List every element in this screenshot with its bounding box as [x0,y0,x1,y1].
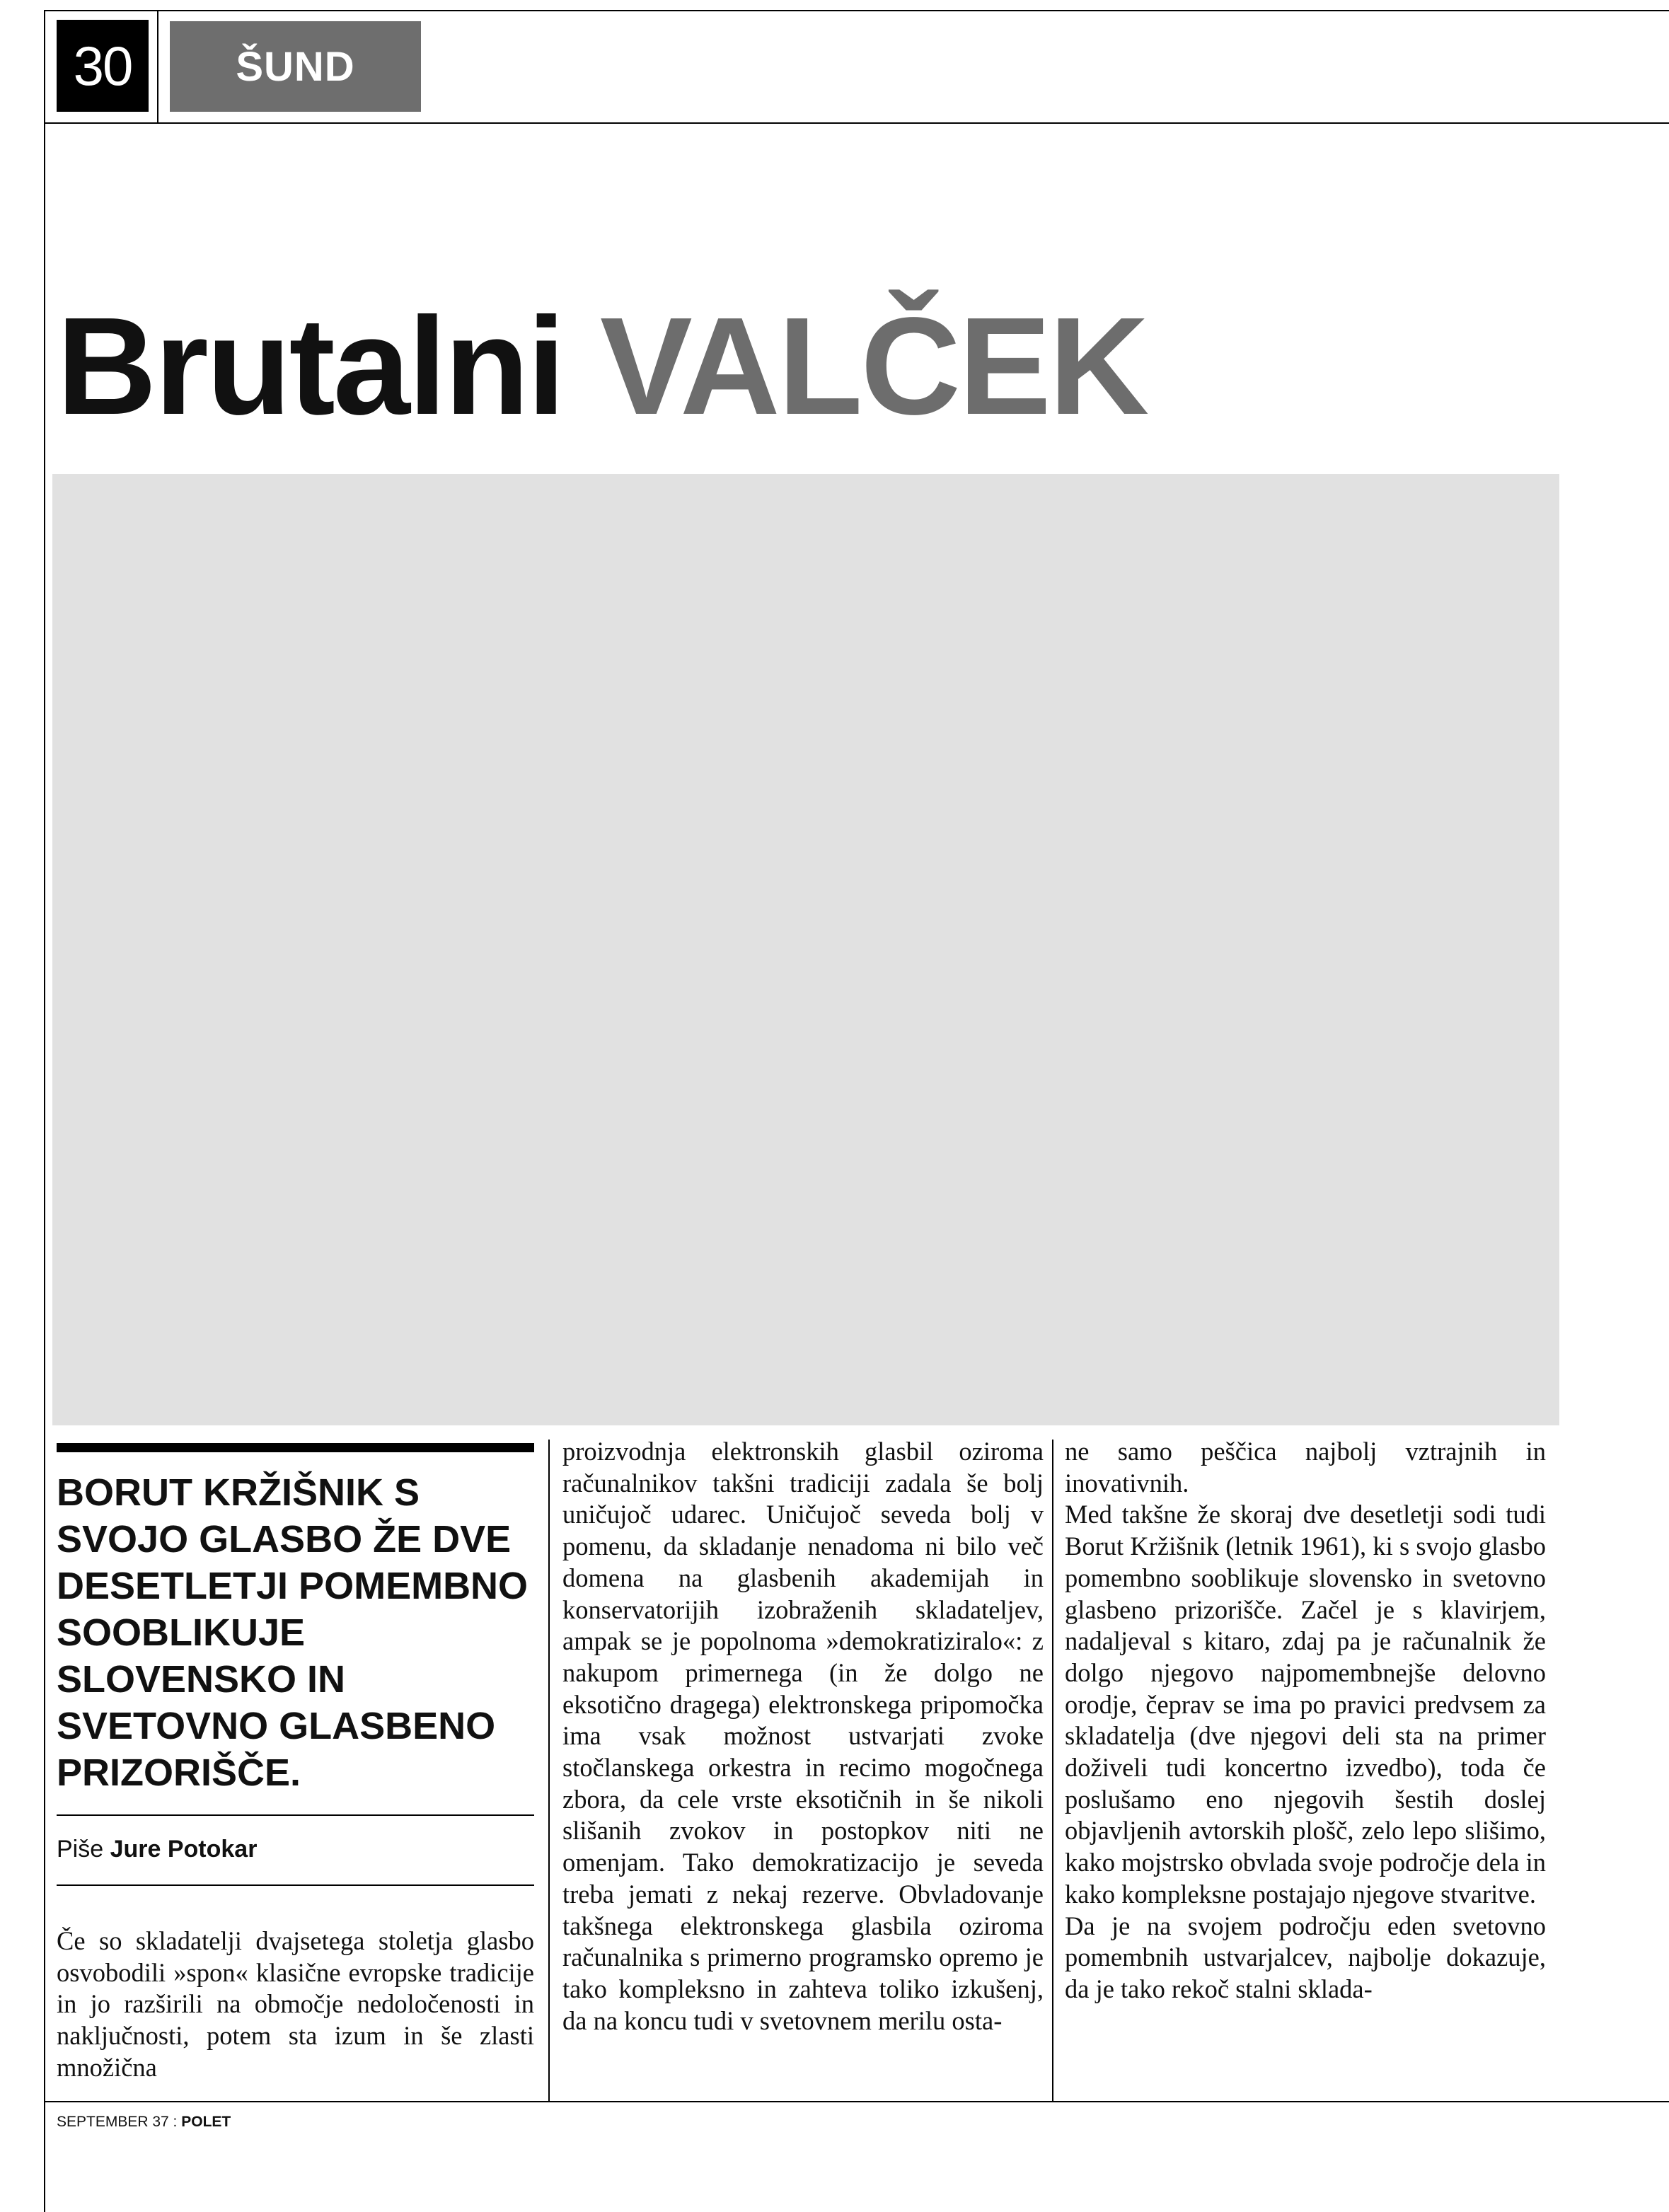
title-part-1: Brutalni [57,289,564,444]
body-text-col-1 [57,1926,534,2084]
footer-issue: SEPTEMBER 37 : [57,2114,178,2130]
article-column-3 [1065,1436,1546,2005]
paragraph: Če so skladatelji dvajsetega stoletja glasbo osvobodili »spon« klasične evropske tradicije in jo razširili na območje nedoločenosti in naključnosti, potem sta izum in še zlasti množična [57,1926,534,2082]
article-column-1 [57,1443,534,2084]
paragraph: ne samo peščica najbolj vztrajnih in inovativnih. [1065,1437,1546,1498]
byline-bottom-rule [57,1884,534,1886]
header-bottom-rule [44,122,1669,124]
byline-author: Jure Potokar [110,1836,258,1863]
byline [57,1816,534,1884]
article-lead: BORUT KRŽIŠNIK S SVOJO GLASBO ŽE DVE DESETLETJI POMEMBNO SOOBLIKUJE SLOVENSKO IN SVETOVNO GLASBENO PRIZORIŠČE. [57,1471,529,1794]
paragraph: proizvodnja elektronskih glasbil oziroma računalnikov takšni tradiciji zadala še bolj uničujoč udarec. Uničujoč seveda bolj v pomenu, da skladanje nenadoma ni bilo več domena na glasbenih akademijah in konservatorijih izobraženih skladateljev, ampak se je popolnoma »demokratiziralo«: z nakupom primernega (in že dolgo ne eksotično dragega) elektronskega pripomočka ima vsak možnost ustvarjati zvoke stočlanskega orkestra in recimo mogočnega zbora, da cele vrste eksotičnih in še nikoli slišanih zvokov in postopkov niti ne omenjam. Tako demokratizacijo je seveda treba jemati z nekaj rezerve. Obvladovanje takšnega elektronskega glasbila oziroma računalnika s primerno programsko opremo je tako kompleksno in zahteva toliko izkušenj, da na koncu tudi v svetovnem merilu osta- [562,1437,1044,2035]
top-border [44,10,1669,11]
article-photo [52,474,1559,1425]
body-text-col-2 [562,1436,1044,2037]
left-page-border [44,10,45,2212]
footer-magazine: POLET [181,2114,231,2130]
article-title [57,289,1148,444]
header-divider [157,10,158,123]
article-column-2 [562,1436,1044,2037]
column-rule-2 [1052,1440,1053,2101]
body-text-col-3 [1065,1436,1546,2005]
title-part-2: VALČEK [599,289,1148,444]
paragraph: Da je na svojem področju eden svetovno pomembnih ustvarjalcev, najbolje dokazuje, da je tako rekoč stalni sklada- [1065,1911,1546,2003]
footer-rule [44,2101,1669,2102]
lead-top-bar [57,1443,534,1452]
section-label: ŠUND [170,21,421,112]
page-number: 30 [57,20,149,112]
page-footer [57,2114,231,2131]
column-rule-1 [548,1440,550,2101]
paragraph: Med takšne že skoraj dve desetletji sodi tudi Borut Kržišnik (letnik 1961), ki s svojo glasbo pomembno sooblikuje slovensko in svetovno glasbeno prizorišče. Začel je s klavirjem, nadaljeval s kitaro, zdaj pa je računalnik že dolgo njegovo najpomembnejše delovno orodje, čeprav se ima po pravici predvsem za skladatelja (dve njegovi deli sta na primer doživeli tudi koncertno izvedbo), toda če poslušamo eno njegovih šestih doslej objavljenih avtorskih plošč, zelo lepo slišimo, kako mojstrsko obvlada svoje področje dela in kako kompleksne postajajo njegove stvaritve. [1065,1500,1546,1909]
byline-label: Piše [57,1836,104,1863]
